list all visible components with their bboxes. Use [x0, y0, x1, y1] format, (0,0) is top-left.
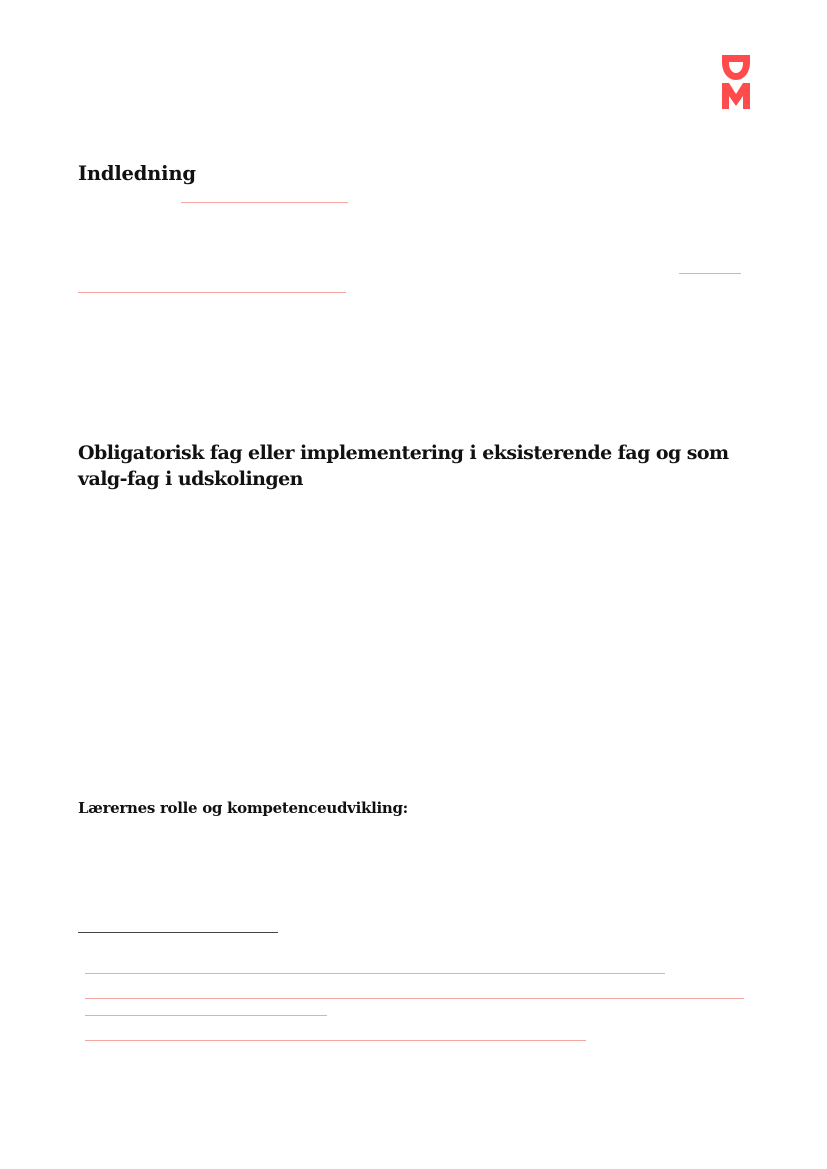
- footnote-link-underline[interactable]: [85, 973, 665, 974]
- footnote-link-underline[interactable]: [85, 1015, 327, 1016]
- hyperlink-underline[interactable]: [78, 292, 346, 293]
- hyperlink-underline[interactable]: [181, 202, 348, 203]
- hyperlink-underline[interactable]: [679, 273, 741, 274]
- footnote-link-underline[interactable]: [85, 1040, 586, 1041]
- footnote-separator: [78, 932, 278, 933]
- dm-logo: [721, 54, 751, 110]
- section-title-teacher-role: Lærernes rolle og kompetenceudvikling:: [78, 799, 408, 817]
- footnote-link-underline[interactable]: [85, 998, 744, 999]
- section-title-mandatory-subject: Obligatorisk fag eller implementering i eksisterende fag og som valg-fag i udskolingen: [78, 442, 729, 490]
- dm-logo-icon: [721, 54, 751, 110]
- section-title-introduction: Indledning: [78, 162, 196, 185]
